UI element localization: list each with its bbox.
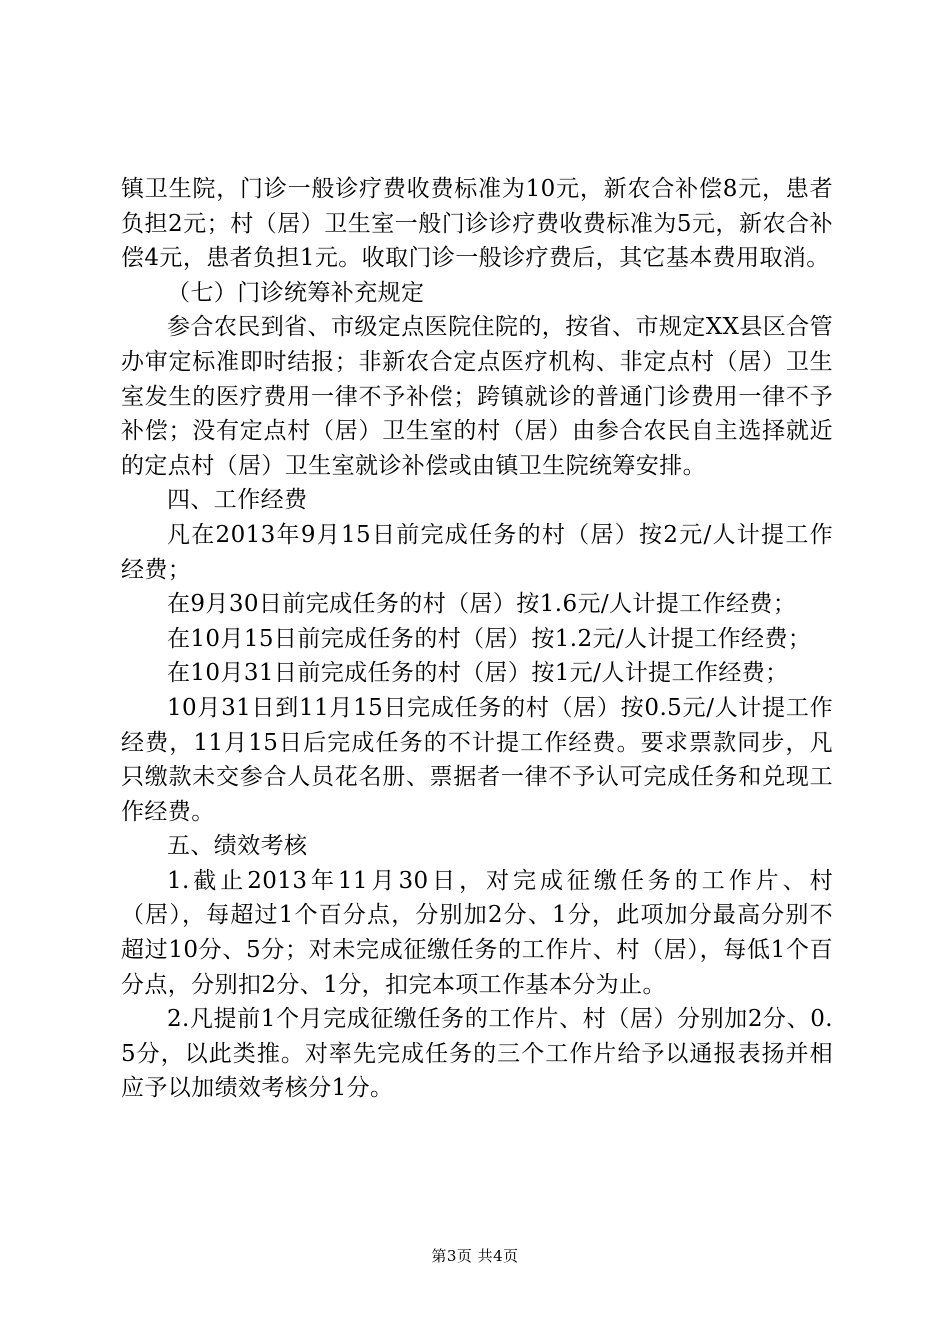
paragraph-funds-oct15: 在10月15日前完成任务的村（居）按1.2元/人计提工作经费； (167, 625, 812, 652)
paragraph-review-item-1: 1.截止2013年11月30日，对完成征缴任务的工作片、村（居），每超过1个百分点，分别加2分、1分，此项加分最高分别不超过10分、5分；对未完成征缴任务的工作片、村（居），每低1个百分点，分别扣2分、1分，扣完本项工作基本分为止。 (121, 867, 833, 998)
document-body (121, 172, 833, 1106)
paragraph-funds-nov15: 10月31日到11月15日完成任务的村（居）按0.5元/人计提工作经费，11月15日后完成任务的不计提工作经费。要求票款同步，凡只缴款未交参合人员花名册、票据者一律不予认可完成任务和兑现工作经费。 (121, 694, 833, 825)
heading-outpatient-supplement: （七）门诊统筹补充规定 (167, 279, 425, 306)
heading-performance-review: 五、绩效考核 (167, 833, 308, 860)
paragraph-funds-oct31: 在10月31日前完成任务的村（居）按1元/人计提工作经费； (167, 660, 789, 687)
paragraph-funds-sep30: 在9月30日前完成任务的村（居）按1.6元/人计提工作经费； (167, 591, 797, 618)
heading-work-funds: 四、工作经费 (167, 487, 308, 514)
paragraph-fee-standard: 镇卫生院，门诊一般诊疗费收费标准为10元，新农合补偿8元，患者负担2元；村（居）卫生室一般门诊诊疗费收费标准为5元，新农合补偿4元，患者负担1元。收取门诊一般诊疗费后，其它基本费用取消。 (121, 176, 833, 272)
page-number-footer: 第3页 共4页 (431, 1247, 519, 1265)
paragraph-funds-sep15: 凡在2013年9月15日前完成任务的村（居）按2元/人计提工作经费； (121, 521, 833, 583)
paragraph-outpatient-rules: 参合农民到省、市级定点医院住院的，按省、市规定XX县区合管办审定标准即时结报；非新农合定点医疗机构、非定点村（居）卫生室发生的医疗费用一律不予补偿；跨镇就诊的普通门诊费用一律不予补偿；没有定点村（居）卫生室的村（居）由参合农民自主选择就近的定点村（居）卫生室就诊补偿或由镇卫生院统筹安排。 (121, 314, 833, 479)
paragraph-review-item-2: 2.凡提前1个月完成征缴任务的工作片、村（居）分别加2分、0.5分，以此类推。对率先完成任务的三个工作片给予以通报表扬并相应予以加绩效考核分1分。 (121, 1006, 833, 1102)
